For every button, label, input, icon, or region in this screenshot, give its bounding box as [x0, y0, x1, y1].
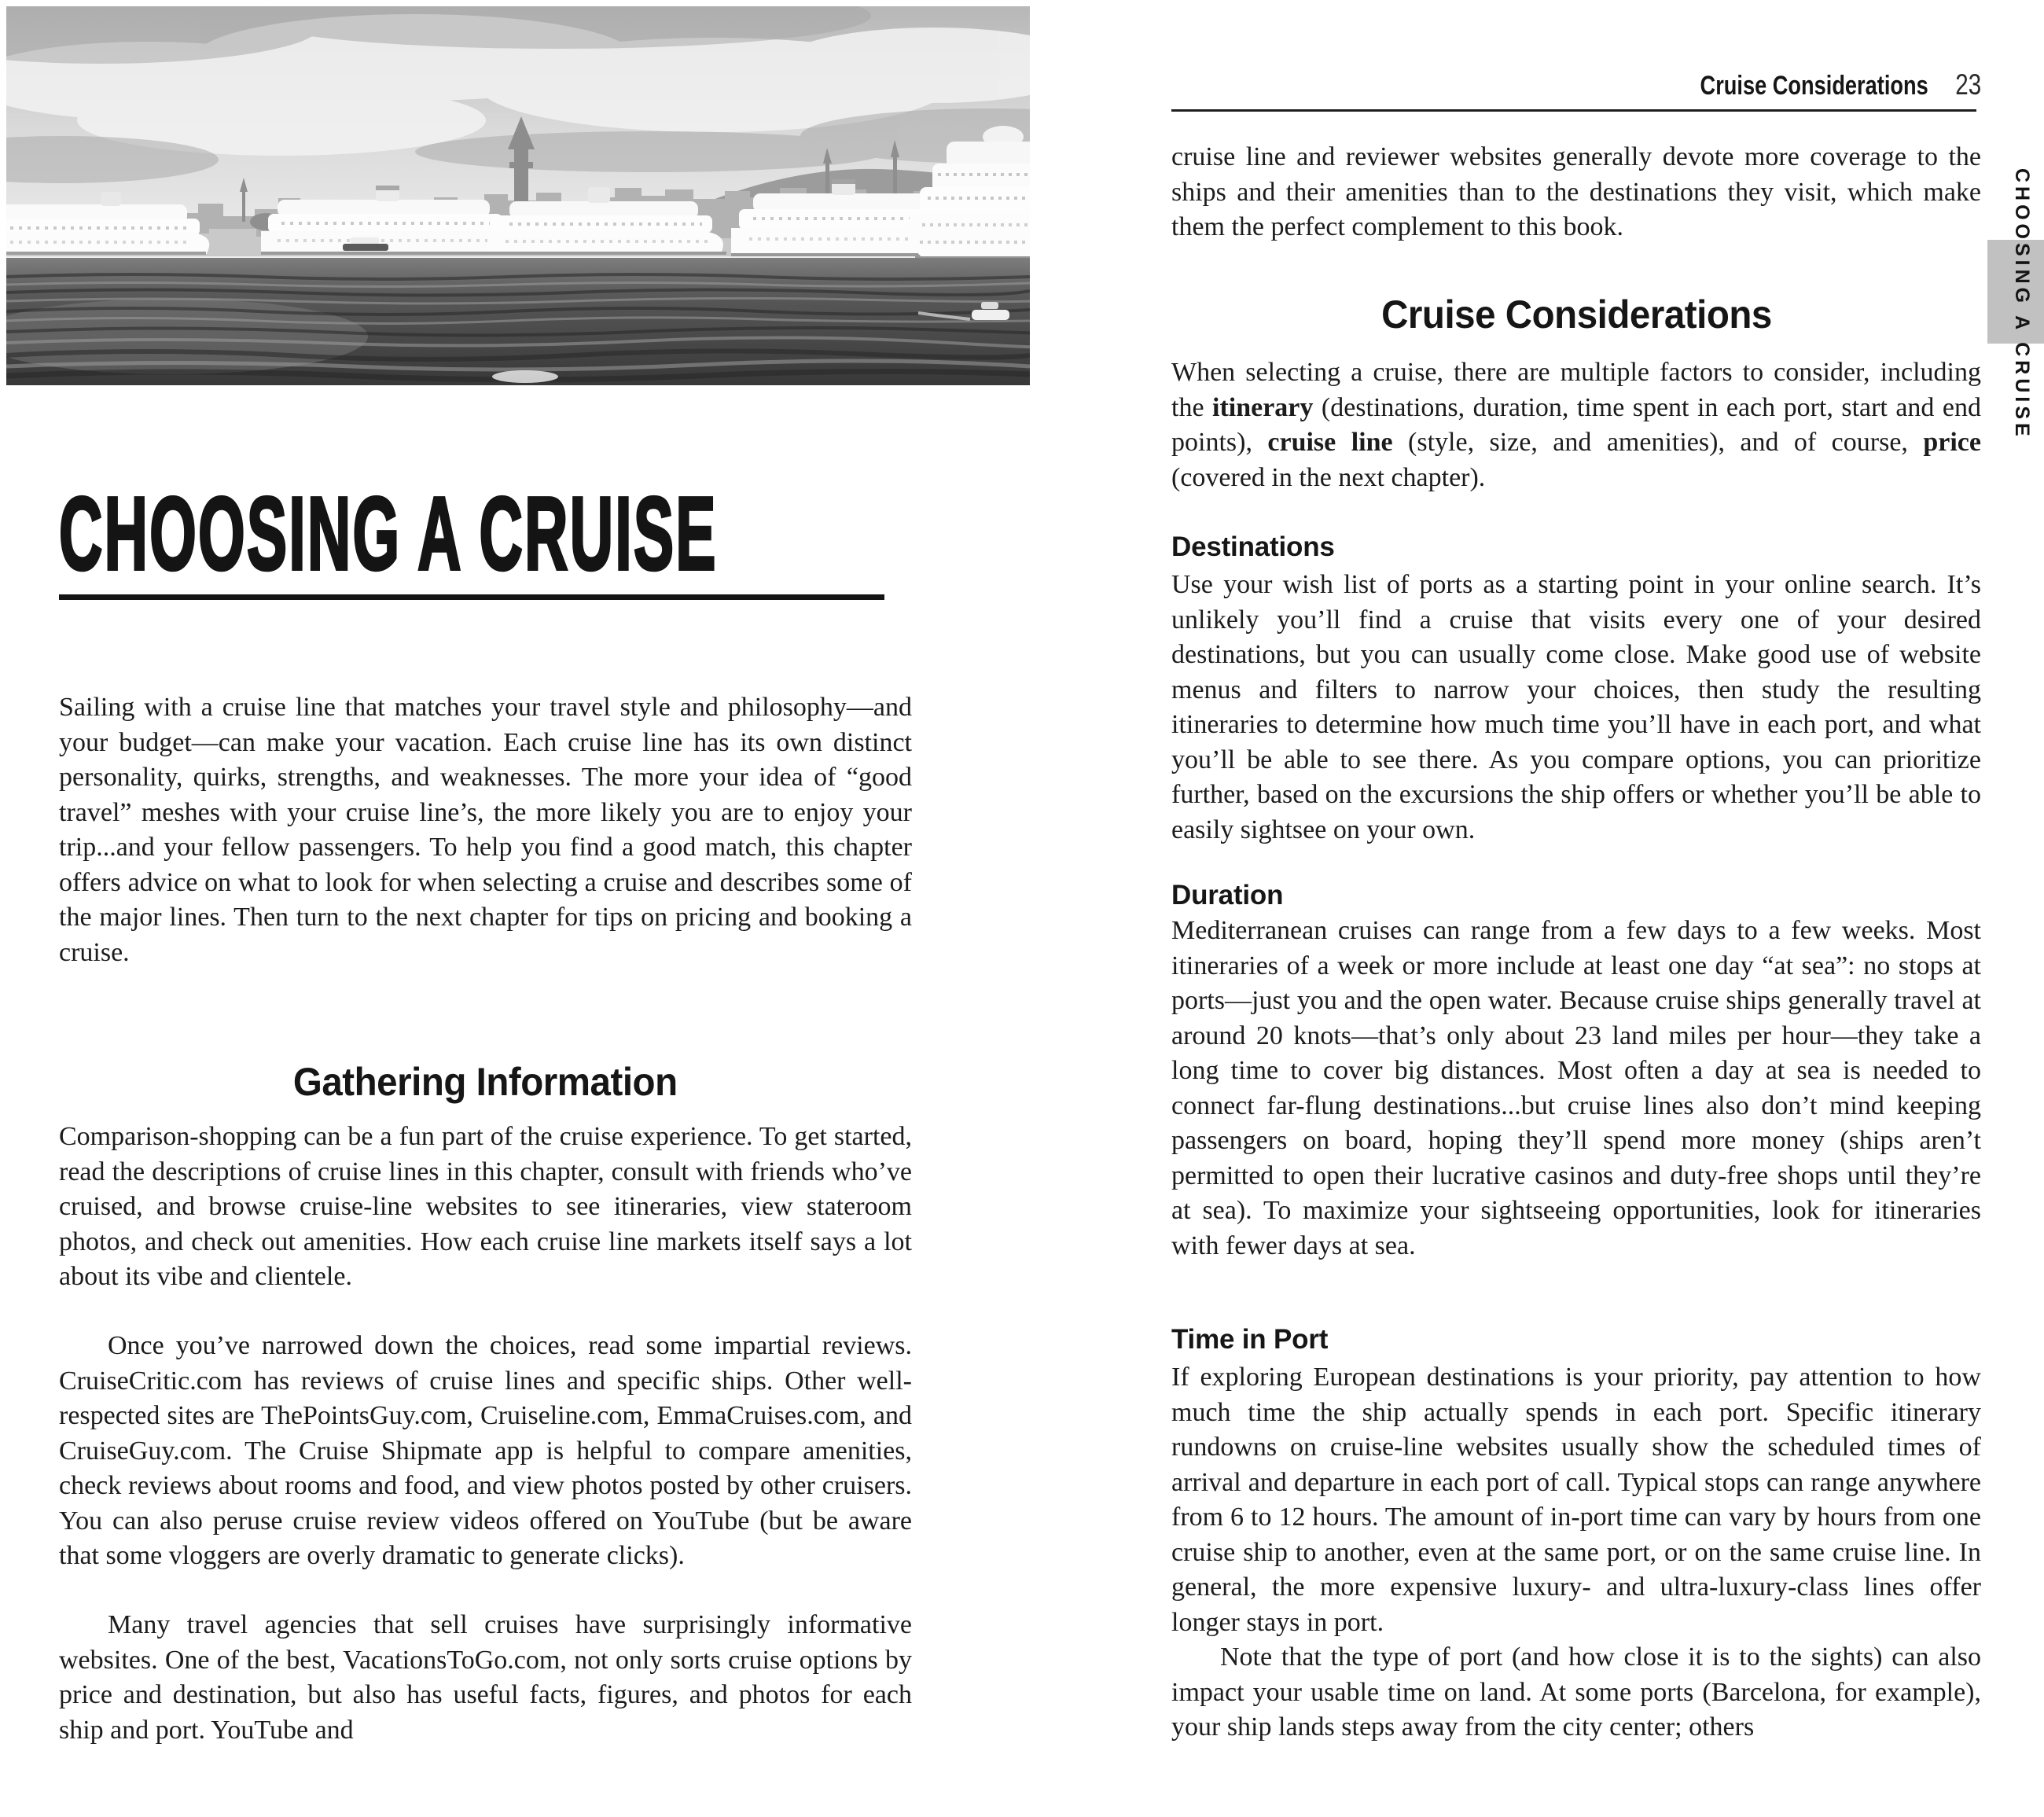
subheading-duration: Duration — [1171, 880, 1284, 910]
harbor-photo-art — [6, 6, 1030, 385]
continuation-paragraph: cruise line and reviewer websites generally devote more coverage to the ships and their amenities than to the destinations they visit, which make them the perfect complement to this book. — [1171, 142, 1981, 241]
subheading-destinations: Destinations — [1171, 531, 1335, 562]
destinations-paragraph: Use your wish list of ports as a starting point in your online search. It’s unlikely you’ll find a cruise that visits every one of your desired destinations, but you can usually come close. Make good use of website menus and filters to narrow your choices, then study the resulting itineraries to determine how much time you’ll have in each port, and what you’ll be able to see there. As you compare options, you can prioritize further, based on the excursions the ship offers or whether you’ll be able to easily sightsee on your own. — [1171, 570, 1981, 844]
harbor-photo — [6, 6, 1030, 385]
considerations-intro-paragraph: When selecting a cruise, there are multiple factors to consider, including the itinerary (destinations, duration, time spent in each port, start and end points), cruise line (style, size, and amenities), and of course, price (covered in the next chapter). — [1171, 358, 1981, 492]
running-header-rule — [1171, 109, 1976, 112]
chapter-edge-tab-label: CHOOSING A CRUISE — [2011, 168, 2033, 440]
subheading-time-in-port: Time in Port — [1171, 1324, 1329, 1355]
gathering-paragraph-3: Many travel agencies that sell cruises have surprisingly informative websites. One of the best, VacationsToGo.com, not only sorts cruise options by price and destination, but also has useful facts, figures, and photos for each ship and port. YouTube and — [59, 1610, 912, 1745]
chapter-title-rule — [59, 594, 884, 600]
page-number: 23 — [1955, 68, 1981, 101]
duration-paragraph: Mediterranean cruises can range from a few days to a few weeks. Most itineraries of a week or more include at least one day “at sea”: no stops at ports—just you and the open water. Because cruise ships generally travel at around 20 knots—that’s only about 23 land miles per hour—they take a long time to cover big distances. Most often a day at sea is needed to connect far-flung destinations...but cruise lines also don’t mind keeping passengers on board, hoping they’ll spend more money (ships aren’t permitted to open their lucrative casinos and duty-free shops until they’re at sea). To maximize your sightseeing opportunities, look for itineraries with fewer days at sea. — [1171, 916, 1981, 1260]
section-heading-gathering: Gathering Information — [293, 1060, 678, 1104]
chapter-title — [59, 476, 924, 591]
time-in-port-paragraph-2: Note that the type of port (and how close it is to the sights) can also impact your usable time on land. At some ports (Barcelona, for example), your ship lands steps away from the city center; others — [1171, 1642, 1981, 1742]
running-header — [1171, 69, 1981, 101]
time-in-port-paragraph-1: If exploring European destinations is your priority, pay attention to how much time the ship actually spends in each port. Specific itinerary rundowns on cruise-line websites usually show the scheduled times of arrival and departure in each port of call. Typical stops can range anywhere from 6 to 12 hours. The amount of in-port time can vary by hours from one cruise ship to another, even at the same port, or on the same cruise line. In general, the more expensive luxury- and ultra-luxury-class lines offer longer stays in port. — [1171, 1363, 1981, 1637]
chapter-title-text: CHOOSING A CRUISE — [59, 476, 718, 591]
running-header-title: Cruise Considerations — [1700, 71, 1928, 101]
gathering-paragraph-1: Comparison-shopping can be a fun part of the cruise experience. To get started, read the descriptions of cruise lines in this chapter, consult with friends who’ve cruised, and browse cruise-line websites to see itineraries, view stateroom photos, and check out amenities. How each cruise line markets itself says a lot about its vibe and clientele. — [59, 1122, 912, 1291]
section-heading-cruise-considerations: Cruise Considerations — [1380, 292, 1772, 337]
gathering-paragraph-2: Once you’ve narrowed down the choices, read some impartial reviews. CruiseCritic.com has reviews of cruise lines and specific ships. Other well-respected sites are ThePointsGuy.com, Cruiseline.com, EmmaCruises.com, and CruiseGuy.com. The Cruise Shipmate app is helpful to compare amenities, check reviews about rooms and food, and view photos posted by other cruisers. You can also peruse cruise review videos offered on YouTube (but be aware that some vloggers are overly dramatic to generate clicks). — [59, 1331, 912, 1570]
intro-paragraph: Sailing with a cruise line that matches your travel style and philosophy—and your budget—can make your vacation. Each cruise line has its own distinct personality, quirks, strengths, and weaknesses. The more your idea of “good travel” meshes with your cruise line’s, the more likely you are to enjoy your trip...and your fellow passengers. To help you find a good match, this chapter offers advice on what to look for when selecting a cruise and describes some of the major lines. Then turn to the next chapter for tips on pricing and booking a cruise. — [59, 693, 912, 967]
